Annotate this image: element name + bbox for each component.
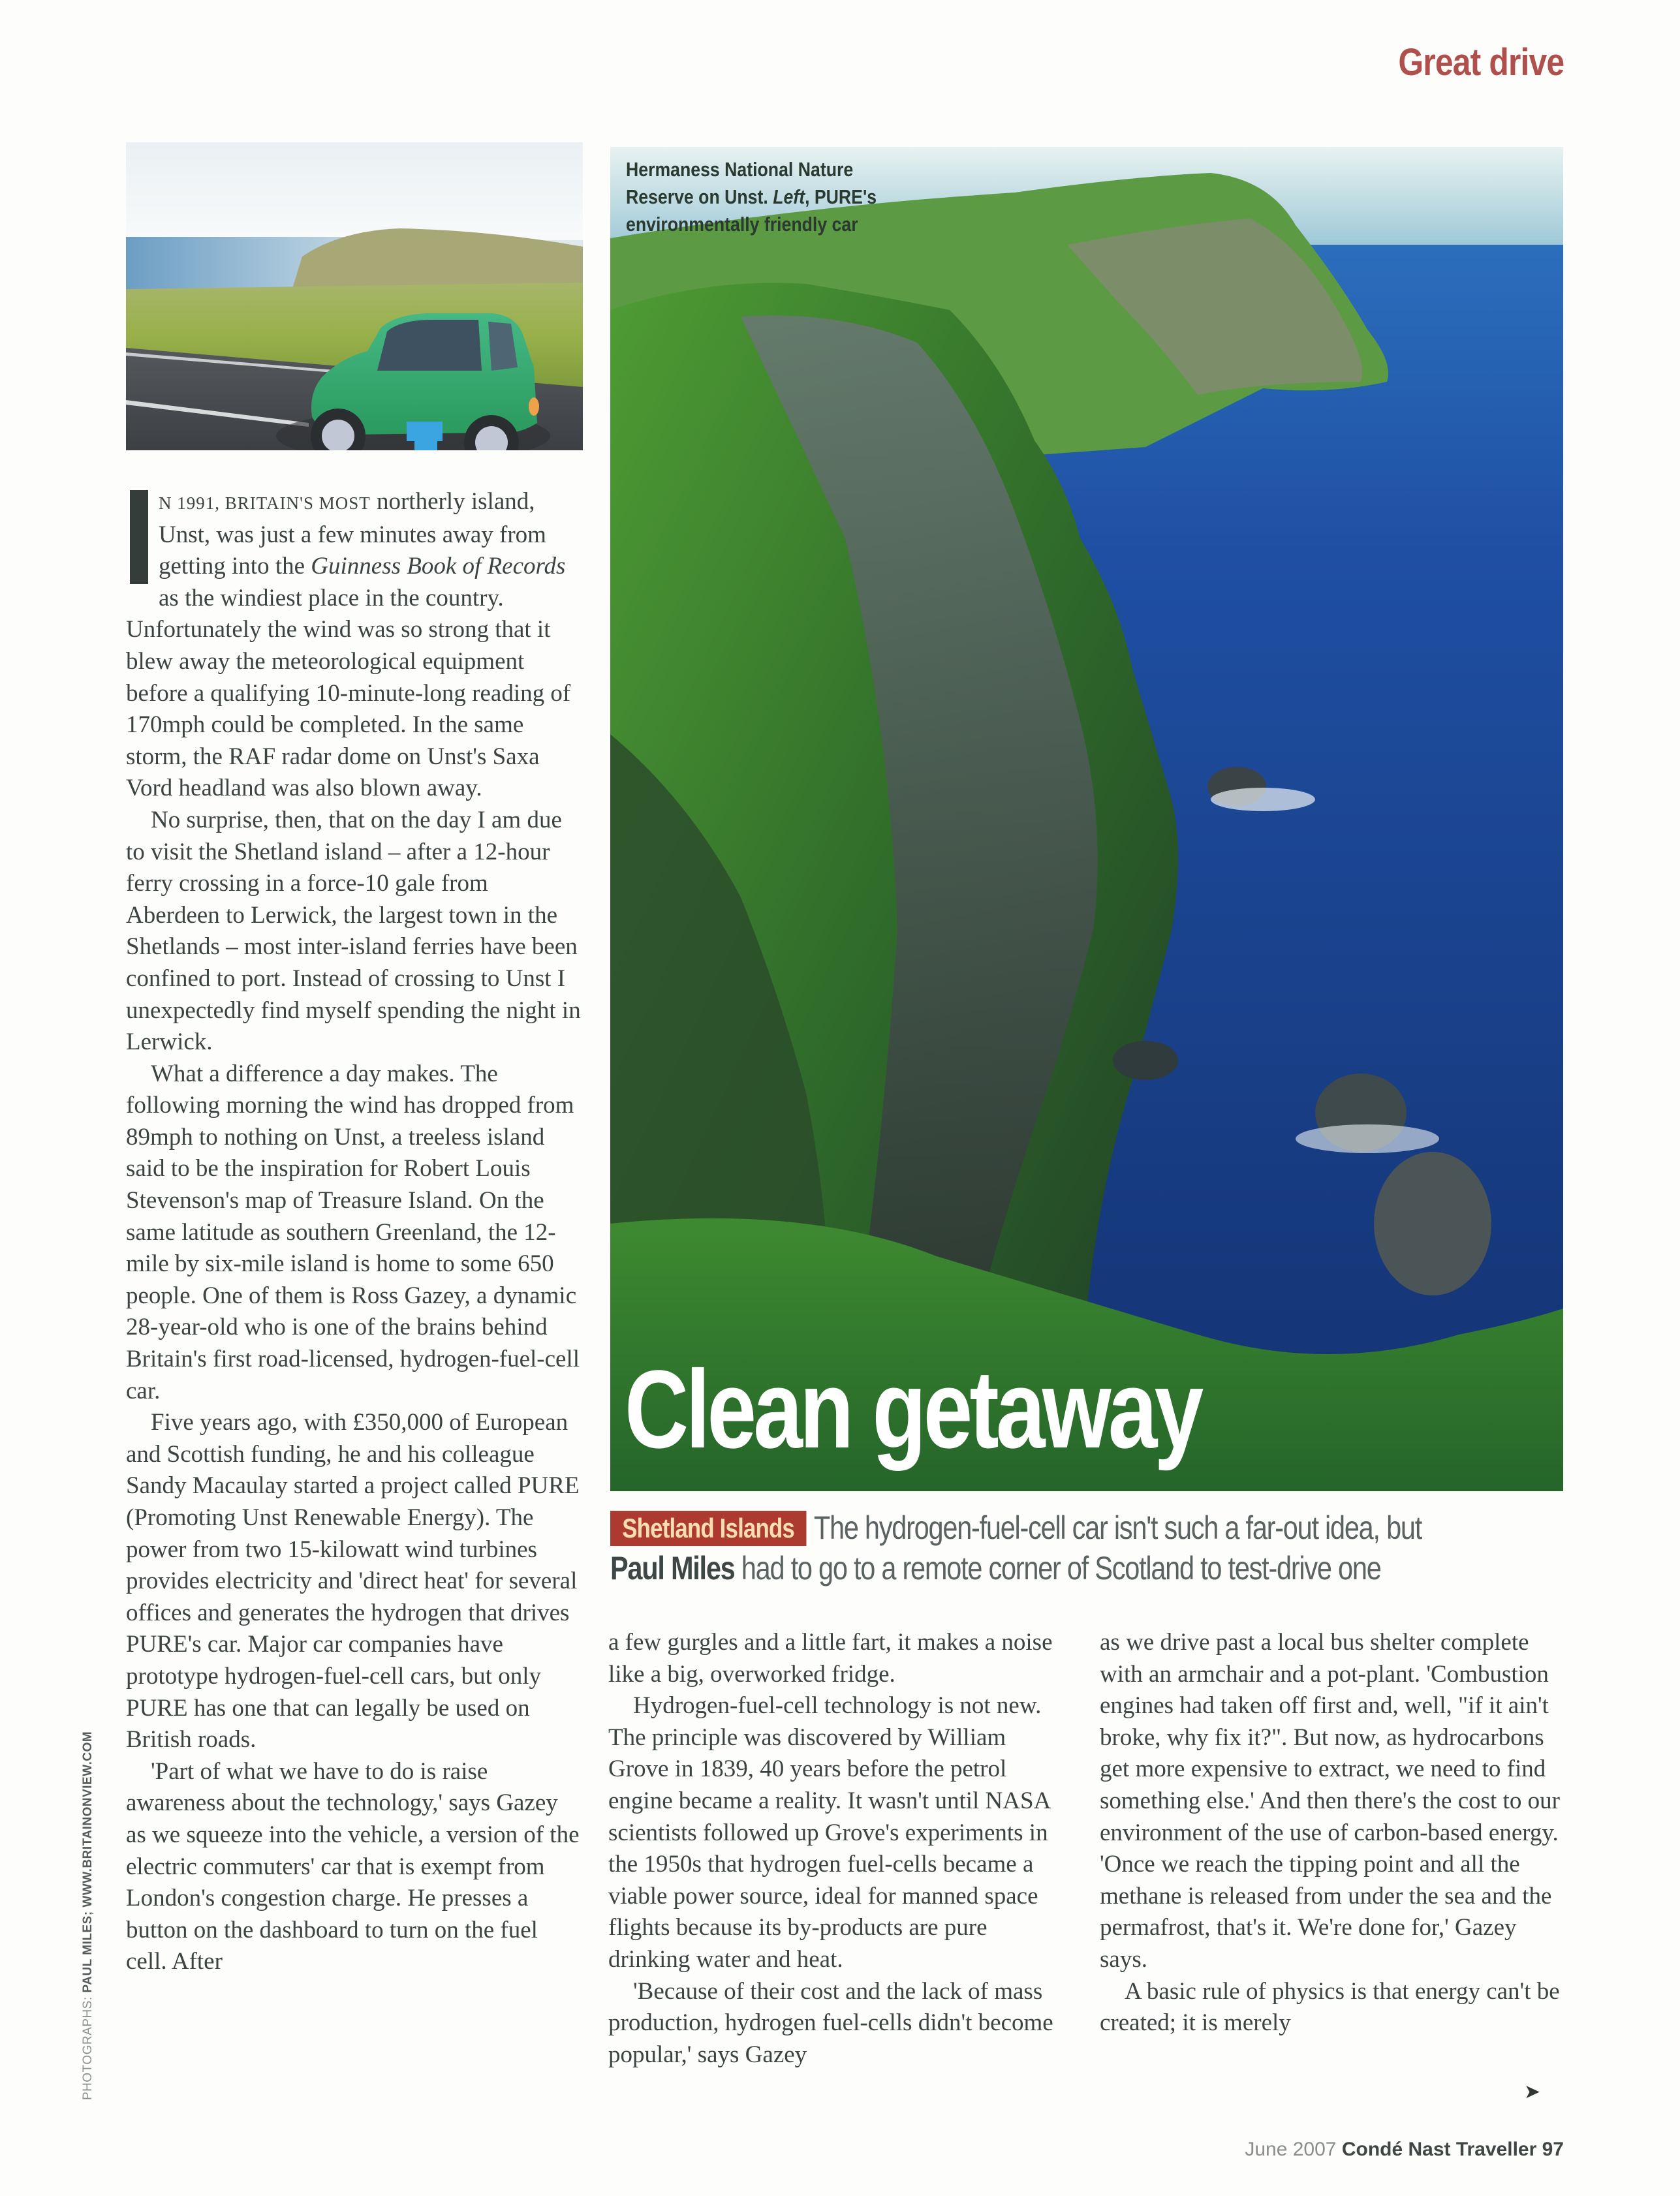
headline: Clean getaway — [625, 1348, 1201, 1472]
kicker-tag: Shetland Islands — [610, 1511, 806, 1546]
article-column-3 — [1100, 1627, 1563, 2039]
standfirst-line-1 — [610, 1508, 1422, 1548]
lead-in-smallcaps: N 1991, BRITAIN'S MOST — [159, 493, 371, 513]
section-label: Great drive — [1398, 41, 1564, 84]
paragraph: a few gurgles and a little fart, it makes a noise like a big, overworked fridge. — [608, 1629, 1053, 1688]
paragraph: Five years ago, with £350,000 of European and Scottish funding, he and his colleague Sandy Macaulay started a project called PURE (Promoting Unst Renewable Energy). The power from two 15-kilowatt wind turbines provides electricity and 'direct heat' for several offices and generates the hydrogen that drives PURE's car. Major car companies have prototype hydrogen-fuel-cell cars, but only PURE has one that can legally be used on British roads. — [126, 1409, 580, 1754]
caption-italic: Left — [773, 185, 805, 208]
photo-caption — [626, 156, 884, 238]
main-photo — [610, 147, 1563, 1491]
page-footer — [1245, 2139, 1564, 2161]
paragraph-text: northerly island, Unst, was just a few minutes away from getting into the — [159, 488, 546, 580]
byline: Paul Miles — [610, 1550, 735, 1586]
paragraph — [126, 486, 583, 805]
caption-text: Hermaness National Nature Reserve on Unst. — [626, 158, 854, 208]
paragraph: Hydrogen-fuel-cell technology is not new. The principle was discovered by William Grove in 1839, 40 years before the petrol engine became a reality. It wasn't until NASA scientists followed up Grove's experiments in the 1950s that hydrogen fuel-cells became a viable power source, ideal for manned space flights because its by-products are pure drinking water and heat. — [608, 1692, 1050, 1973]
paragraph: A basic rule of physics is that energy can't be created; it is merely — [1100, 1977, 1560, 2037]
dropcap-letter — [130, 490, 131, 491]
article-column-2 — [608, 1627, 1065, 2071]
caption-text-end: , PURE's environmentally friendly car — [626, 185, 877, 236]
paragraph: What a difference a day makes. The following morning the wind has dropped from 89mph to nothing on Unst, a treeless island said to be the inspiration for Robert Louis Stevenson's map of Treasure Island. On the same latitude as southern Greenland, the 12-mile by six-mile island is home to some 650 people. One of them is Ross Gazey, a dynamic 28-year-old who is one of the brains behind Britain's first road-licensed, hydrogen-fuel-cell car. — [126, 1060, 580, 1404]
book-title: Guinness Book of Records — [311, 553, 566, 580]
arrow-right-icon: ➤ — [1524, 2080, 1541, 2103]
car-photo-illustration — [126, 142, 583, 450]
credit-label: PHOTOGRAPHS: — [81, 1992, 95, 2100]
dropcap — [130, 490, 148, 584]
paragraph: 'Because of their cost and the lack of mass production, hydrogen fuel-cells didn't become popular,' says Gazey — [608, 1977, 1053, 2068]
magazine-name: Condé Nast Traveller — [1341, 2139, 1537, 2160]
paragraph: 'Part of what we have to do is raise awareness about the technology,' says Gazey as we squeeze into the vehicle, a version of the electric commuters' car that is exempt from London's congestion charge. He presses a button on the dashboard to turn on the fuel cell. After — [126, 1757, 580, 1975]
standfirst-text: The hydrogen-fuel-cell car isn't such a far-out idea, but — [813, 1509, 1422, 1546]
standfirst-line-2 — [610, 1548, 1407, 1588]
cliff-photo-illustration — [610, 147, 1563, 1491]
paragraph: as we drive past a local bus shelter complete with an armchair and a pot-plant. 'Combustion engines had taken off first and, well, "if it ain't broke, why fix it?". But now, as hydrocarbons get more expensive to extract, we need to find something else.' And then there's the cost to our environment of the use of carbon-based energy. 'Once we reach the tipping point and all the methane is released from under the sea and the permafrost, that's it. We're done for,' Gazey says. — [1100, 1629, 1560, 1973]
paragraph: No surprise, then, that on the day I am due to visit the Shetland island – after a 12-hour ferry crossing in a force-10 gale from Aberdeen to Lerwick, the largest town in the Shetlands – most inter-island ferries have been confined to port. Instead of crossing to Unst I unexpectedly find myself spending the night in Lerwick. — [126, 806, 581, 1056]
standfirst-text-end: had to go to a remote corner of Scotland to test-drive one — [734, 1550, 1381, 1586]
credit-names: PAUL MILES; WWW.BRITAINONVIEW.COM — [81, 1731, 95, 1993]
standfirst — [610, 1508, 1570, 1588]
issue-date: June 2007 — [1245, 2139, 1337, 2160]
paragraph-text: as the windiest place in the country. Unfortunately the wind was so strong that it blew away the meteorological equipment before a qualifying 10-minute-long reading of 170mph could be completed. In the same storm, the RAF radar dome on Unst's Saxa Vord headland was also blown away. — [126, 584, 571, 802]
car-photo — [126, 142, 583, 450]
article-column-1 — [126, 486, 583, 1978]
page-number: 97 — [1542, 2139, 1564, 2160]
photo-credit — [81, 1731, 95, 2100]
